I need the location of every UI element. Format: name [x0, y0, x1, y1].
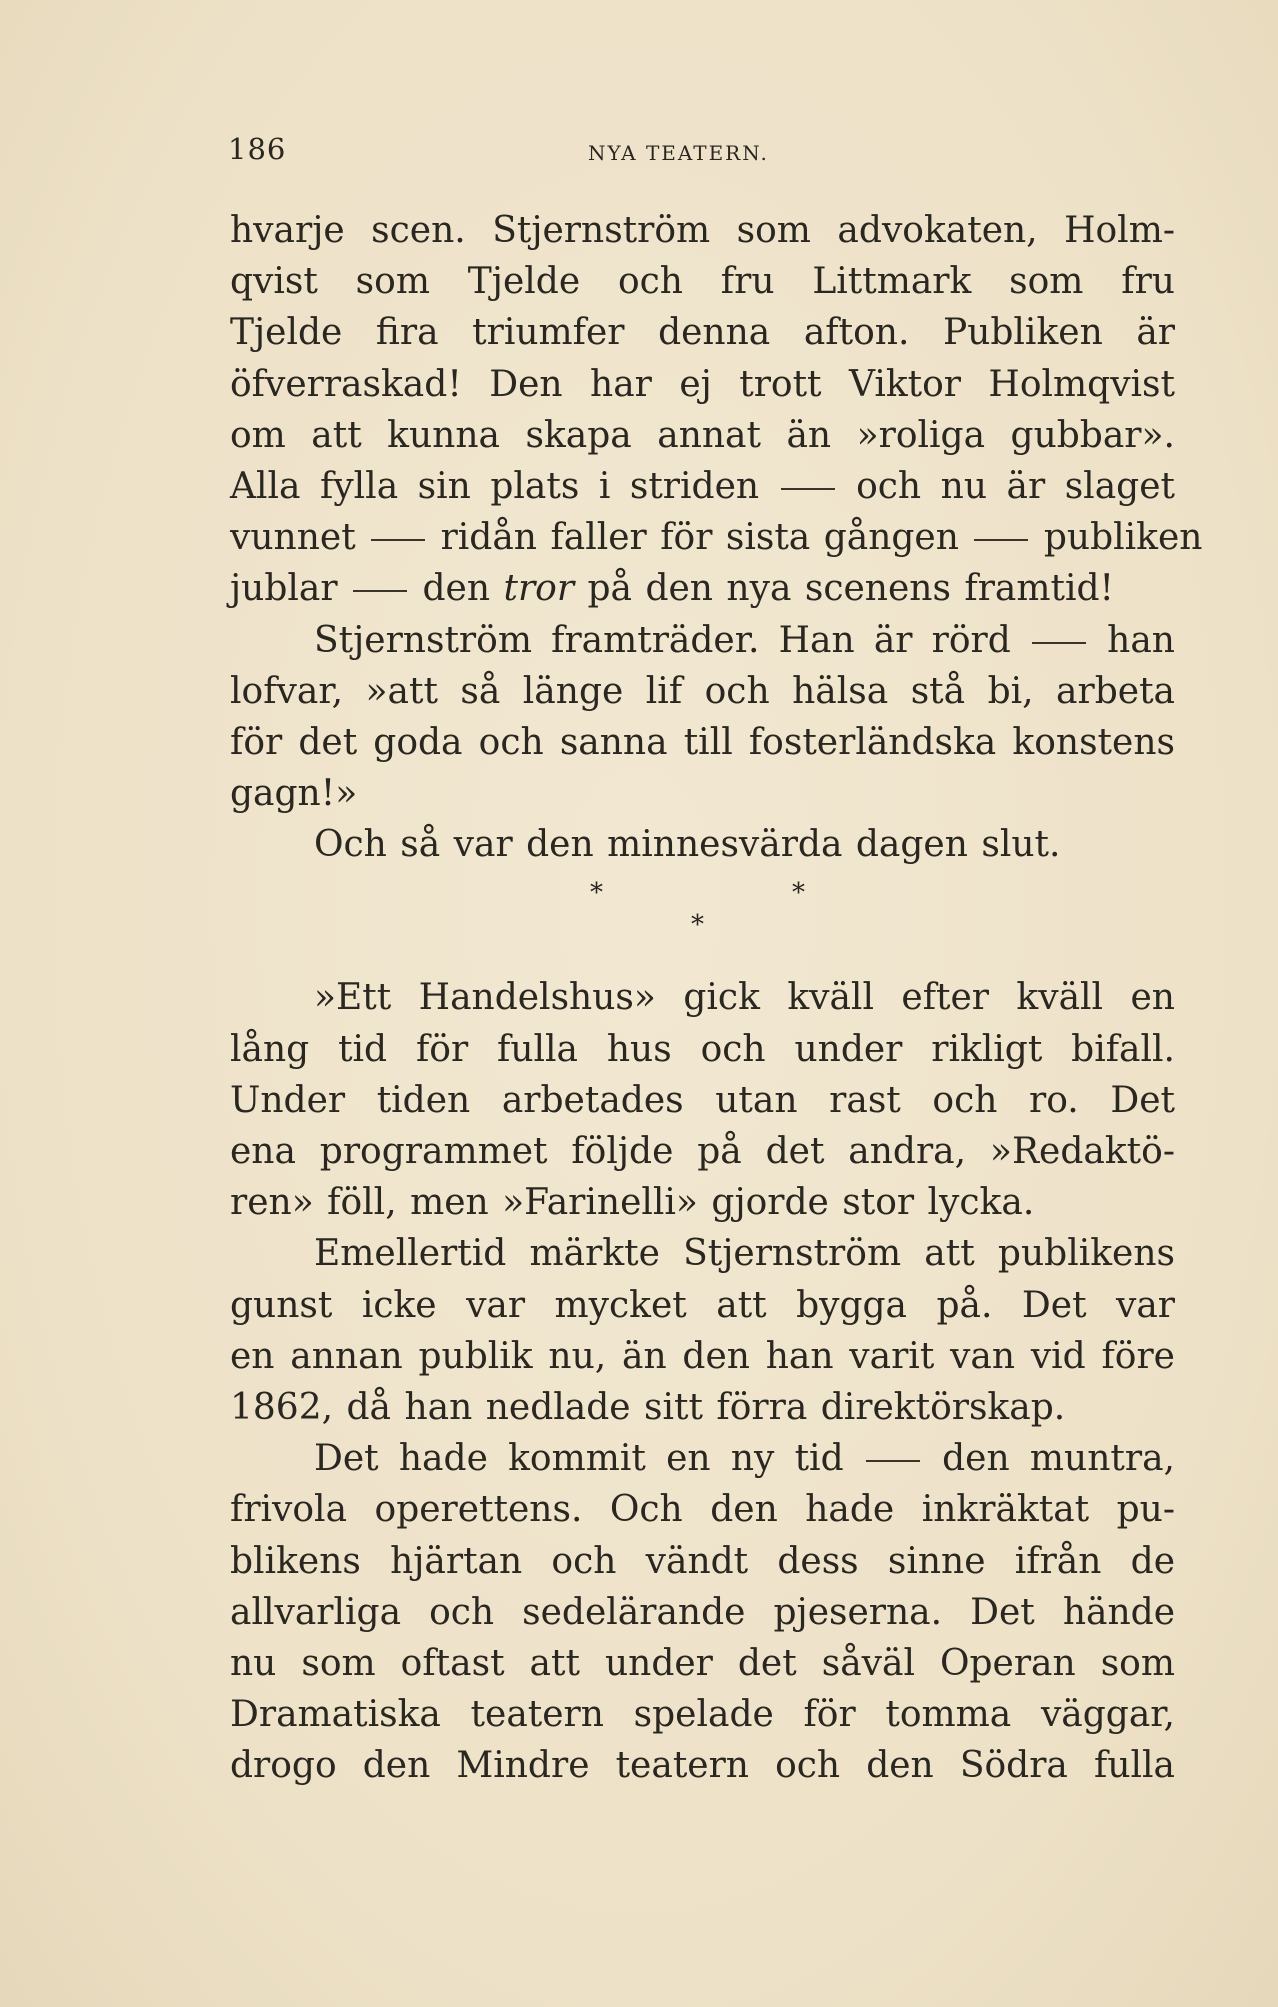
text-line: för det goda och sanna till fosterländska konstens — [230, 721, 1175, 763]
em-dash — [781, 488, 835, 490]
text-segment: den — [422, 568, 491, 610]
text-segment: på den nya scenens framtid! — [587, 568, 1115, 610]
text-line — [230, 1433, 1175, 1484]
asterisk-icon: * — [691, 910, 704, 941]
text-line: ena programmet följde på det andra, »Redaktö- — [230, 1131, 1175, 1172]
text-segment: Stjernström framträder. Han är rörd — [314, 619, 1011, 661]
em-dash — [371, 539, 425, 541]
text-segment: jublar — [230, 568, 338, 610]
asterisk-icon: * — [590, 878, 603, 909]
text-line: Och så var den minnesvärda dagen slut. — [314, 824, 1061, 866]
text-line: gunst icke var mycket att bygga på. Det var — [230, 1284, 1175, 1326]
text-line — [230, 615, 1175, 666]
text-line: blikens hjärtan och vändt dess sinne ifrån de — [230, 1540, 1175, 1582]
text-segment: och nu är slaget — [856, 465, 1175, 507]
text-line: gagn!» — [230, 773, 358, 815]
text-line: qvist som Tjelde och fru Littmark som fru — [230, 261, 1175, 303]
text-line: allvarliga och sedelärande pjeserna. Det hände — [230, 1591, 1175, 1633]
text-segment: Alla fylla sin plats i striden — [230, 465, 760, 507]
text-line: Tjelde fira triumfer denna afton. Publiken är — [230, 312, 1175, 354]
running-head — [228, 132, 818, 172]
text-line: Under tiden arbetades utan rast och ro. Det — [230, 1079, 1175, 1121]
em-dash — [1032, 642, 1086, 644]
text-segment: han — [1107, 619, 1175, 661]
body-text — [230, 205, 1203, 1791]
asterisk-icon: * — [792, 878, 805, 909]
asterism-divider — [230, 870, 1175, 972]
em-dash — [866, 1460, 920, 1462]
text-line: lång tid för fulla hus och under rikligt bifall. — [230, 1028, 1175, 1070]
text-line: Dramatiska teatern spelade för tomma väggar, — [230, 1694, 1175, 1736]
text-line: nu som oftast att under det såväl Operan som — [230, 1642, 1175, 1684]
text-line: lofvar, »att så länge lif och hälsa stå bi, arbeta — [230, 670, 1175, 712]
text-line: 1862, då han nedlade sitt förra direktörskap. — [230, 1386, 1066, 1428]
text-line — [230, 563, 1175, 614]
text-segment: publiken — [1043, 517, 1203, 559]
text-segment: vunnet — [230, 517, 356, 559]
text-line: frivola operettens. Och den hade inkräktat pu- — [230, 1489, 1175, 1531]
text-segment: den muntra, — [942, 1438, 1175, 1480]
text-line: om att kunna skapa annat än »roliga gubbar». — [230, 414, 1175, 456]
text-line: drogo den Mindre teatern och den Södra fulla — [230, 1745, 1175, 1787]
text-line: öfverraskad! Den har ej trott Viktor Holmqvist — [230, 363, 1175, 405]
text-segment: ridån faller för sista gången — [440, 517, 959, 559]
text-segment: Det hade kommit en ny tid — [314, 1438, 844, 1480]
text-line — [230, 461, 1175, 512]
italic-word: tror — [503, 568, 575, 610]
text-line: hvarje scen. Stjernström som advokaten, Holm- — [230, 210, 1175, 251]
em-dash — [353, 590, 407, 592]
text-line: ren» föll, men »Farinelli» gjorde stor lycka. — [230, 1182, 1035, 1224]
text-line: Emellertid märkte Stjernström att publikens — [314, 1233, 1175, 1275]
text-line: en annan publik nu, än den han varit van vid före — [230, 1335, 1175, 1377]
page-number: 186 — [228, 132, 287, 166]
running-title: NYA TEATERN. — [588, 141, 769, 165]
text-line: »Ett Handelshus» gick kväll efter kväll en — [314, 977, 1175, 1019]
em-dash — [974, 539, 1028, 541]
text-line — [230, 512, 1203, 563]
